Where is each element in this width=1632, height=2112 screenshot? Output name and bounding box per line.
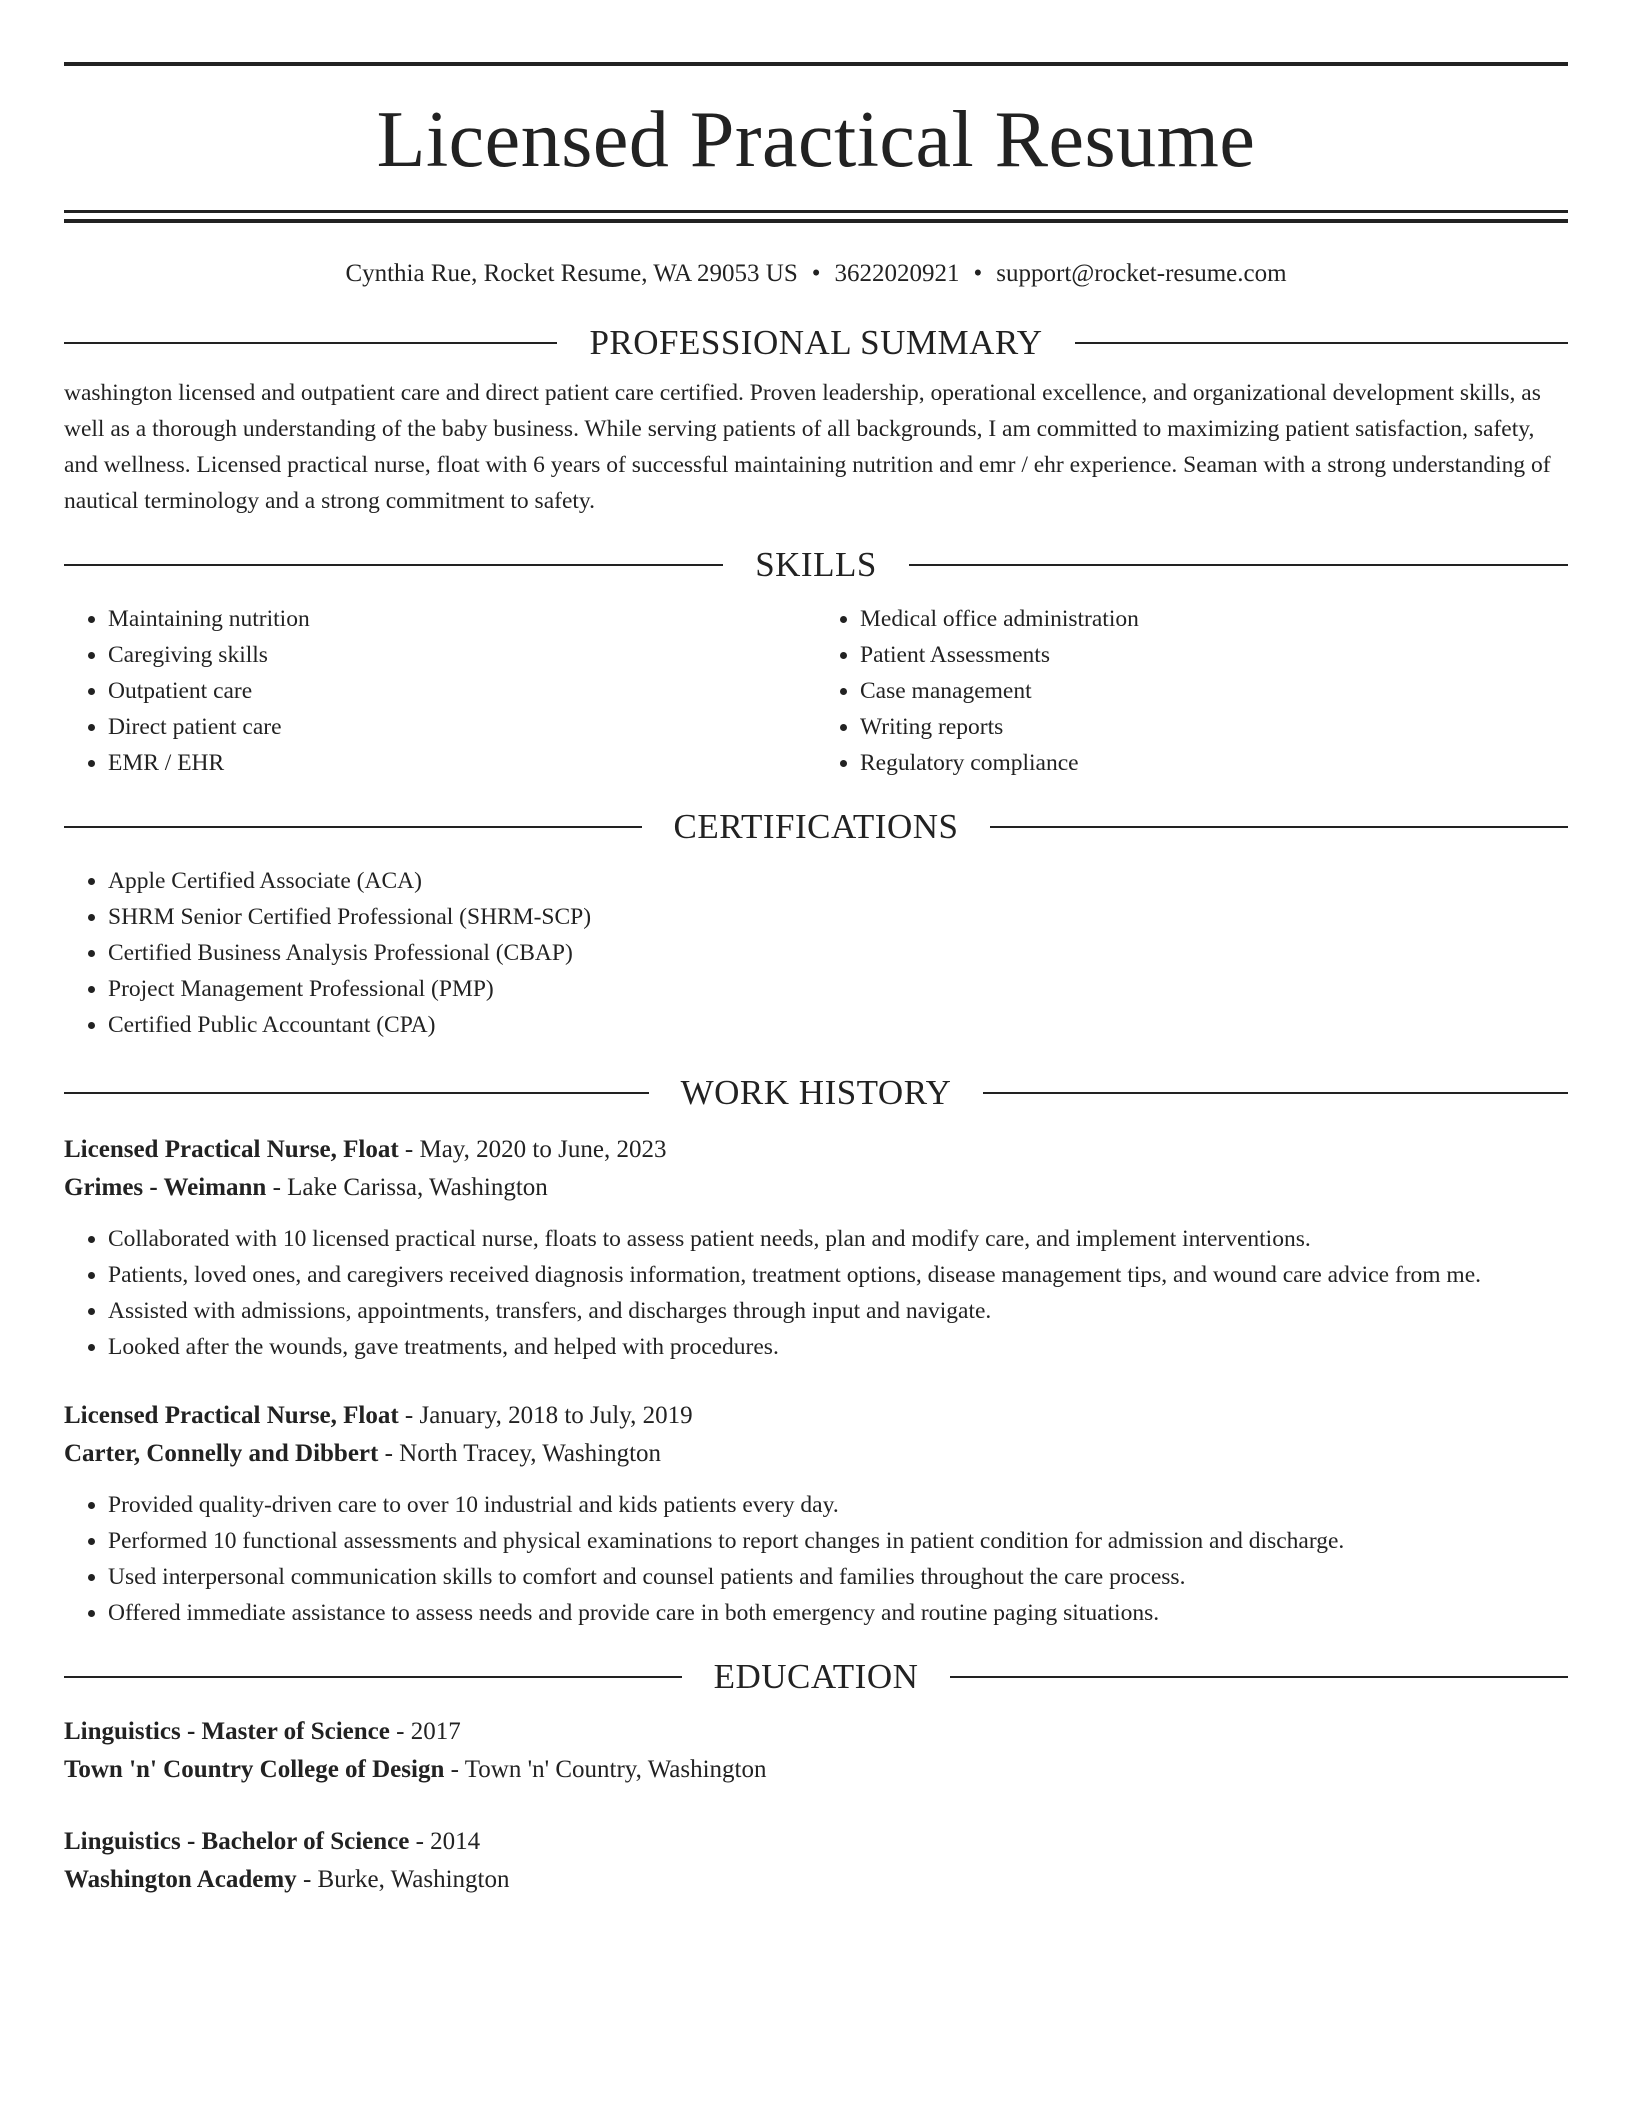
education-school-line <box>64 1861 1568 1899</box>
job-duty-item: • Provided quality-driven care to over 10 industrial and kids patients every day. <box>108 1487 1568 1523</box>
education-school: Washington Academy <box>64 1866 297 1893</box>
skill-item: • Case management <box>860 673 1568 709</box>
job-dates: - January, 2018 to July, 2019 <box>398 1402 693 1429</box>
skills-list <box>816 601 1568 781</box>
job-duty-item: • Used interpersonal communication skills to comfort and counsel patients and families throughout the care process. <box>108 1559 1568 1595</box>
contact-separator: • <box>811 260 821 287</box>
job-company: Carter, Connelly and Dibbert <box>64 1440 379 1467</box>
skill-item: • Caregiving skills <box>108 637 816 673</box>
section-title: CERTIFICATIONS <box>673 807 959 846</box>
section-rule <box>1075 342 1568 344</box>
section-rule <box>64 342 557 344</box>
contact-address: Cynthia Rue, Rocket Resume, WA 29053 US <box>345 260 798 287</box>
job-company-line <box>64 1169 1568 1207</box>
job-duties-list <box>64 1487 1568 1631</box>
skill-item: • Outpatient care <box>108 673 816 709</box>
job-duty-item: • Looked after the wounds, gave treatments, and helped with procedures. <box>108 1329 1568 1365</box>
education-degree: Linguistics - Master of Science <box>64 1718 390 1745</box>
section-header-education <box>64 1657 1568 1697</box>
section-rule <box>950 1676 1568 1678</box>
certification-item: • SHRM Senior Certified Professional (SHRM-SCP) <box>108 899 1568 935</box>
contact-phone: 3622020921 <box>834 260 960 287</box>
resume-title: Licensed Practical Resume <box>376 96 1256 184</box>
job-duty-item: • Offered immediate assistance to assess needs and provide care in both emergency and routine paging situations. <box>108 1595 1568 1631</box>
job-duty-item: • Collaborated with 10 licensed practical nurse, floats to assess patient needs, plan and modify care, and implement interventions. <box>108 1221 1568 1257</box>
skill-item: • EMR / EHR <box>108 745 816 781</box>
section-rule <box>983 1092 1568 1094</box>
contact-email: support@rocket-resume.com <box>996 260 1287 287</box>
section-rule <box>990 826 1568 828</box>
education-entry <box>64 1823 1568 1899</box>
certification-item: • Certified Business Analysis Professional (CBAP) <box>108 935 1568 971</box>
job-title-line <box>64 1397 1568 1435</box>
section-header-work <box>64 1073 1568 1113</box>
section-rule <box>64 1092 649 1094</box>
job-duty-item: • Assisted with admissions, appointments, transfers, and discharges through input and navigate. <box>108 1293 1568 1329</box>
skills-column-right <box>816 601 1568 781</box>
education-degree-line <box>64 1713 1568 1751</box>
job-dates: - May, 2020 to June, 2023 <box>398 1136 667 1163</box>
summary-text: washington licensed and outpatient care and direct patient care certified. Proven leadership, operational excellence, and organizational development skills, as well as a thorough understanding of the baby business. While serving patients of all backgrounds, I am committed to maximizing patient satisfaction, safety, and wellness. Licensed practical nurse, float with 6 years of successful maintaining nutrition and emr / ehr experience. Seaman with a strong understanding of nautical terminology and a strong commitment to safety. <box>64 380 1551 514</box>
section-rule <box>64 826 642 828</box>
education-degree: Linguistics - Bachelor of Science <box>64 1828 410 1855</box>
contact-line <box>64 259 1568 289</box>
job-role: Licensed Practical Nurse, Float <box>64 1136 399 1163</box>
section-title: PROFESSIONAL SUMMARY <box>589 323 1043 362</box>
job-company: Grimes - Weimann <box>64 1174 267 1201</box>
certification-item: • Certified Public Accountant (CPA) <box>108 1007 1568 1043</box>
skill-item: • Writing reports <box>860 709 1568 745</box>
skills-grid <box>64 601 1568 781</box>
section-header-certifications <box>64 807 1568 847</box>
job-entry <box>64 1131 1568 1365</box>
title-double-rule <box>64 210 1568 223</box>
education-location: - Burke, Washington <box>296 1866 510 1893</box>
section-title: EDUCATION <box>713 1657 919 1696</box>
job-location: - North Tracey, Washington <box>378 1440 662 1467</box>
skills-column-left <box>64 601 816 781</box>
section-title: SKILLS <box>755 545 877 584</box>
section-header-skills <box>64 545 1568 585</box>
job-company-line <box>64 1435 1568 1473</box>
education-degree-line <box>64 1823 1568 1861</box>
section-header-summary <box>64 323 1568 363</box>
certifications-list <box>64 863 1568 1043</box>
certification-item: • Apple Certified Associate (ACA) <box>108 863 1568 899</box>
certification-item: • Project Management Professional (PMP) <box>108 971 1568 1007</box>
skill-item: • Regulatory compliance <box>860 745 1568 781</box>
skill-item: • Medical office administration <box>860 601 1568 637</box>
section-rule <box>64 1676 682 1678</box>
contact-separator: • <box>973 260 983 287</box>
job-location: - Lake Carissa, Washington <box>266 1174 548 1201</box>
section-rule <box>909 564 1568 566</box>
job-entry <box>64 1397 1568 1631</box>
job-duty-item: • Patients, loved ones, and caregivers received diagnosis information, treatment options, disease management tips, and wound care advice from me. <box>108 1257 1568 1293</box>
education-school: Town 'n' Country College of Design <box>64 1756 445 1783</box>
skill-item: • Maintaining nutrition <box>108 601 816 637</box>
skills-list <box>64 601 816 781</box>
job-title-line <box>64 1131 1568 1169</box>
job-duty-item: • Performed 10 functional assessments and physical examinations to report changes in patient condition for admission and discharge. <box>108 1523 1568 1559</box>
education-location: - Town 'n' Country, Washington <box>444 1756 767 1783</box>
skill-item: • Direct patient care <box>108 709 816 745</box>
job-role: Licensed Practical Nurse, Float <box>64 1402 399 1429</box>
education-school-line <box>64 1751 1568 1789</box>
section-rule <box>64 564 723 566</box>
skill-item: • Patient Assessments <box>860 637 1568 673</box>
education-entry <box>64 1713 1568 1789</box>
top-rule <box>64 62 1568 66</box>
job-duties-list <box>64 1221 1568 1365</box>
education-year: - 2014 <box>409 1828 481 1855</box>
section-title: WORK HISTORY <box>680 1073 952 1112</box>
education-year: - 2017 <box>389 1718 461 1745</box>
